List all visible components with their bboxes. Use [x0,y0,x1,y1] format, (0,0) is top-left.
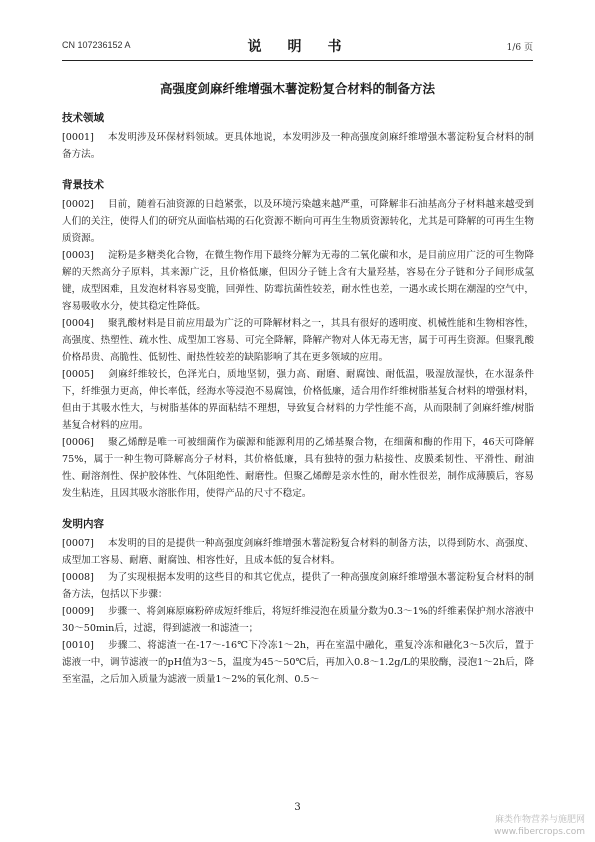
paragraph-number: [0003] [62,250,94,261]
paragraph [62,637,534,688]
paragraph-number: [0006] [62,437,94,448]
paragraph-number: [0004] [62,318,94,329]
paragraph [62,196,534,247]
section-heading: 发明内容 [62,518,104,530]
paragraph-text: 聚乳酸材料是目前应用最为广泛的可降解材料之一，其具有很好的透明度、机械性能和生物相容性，高强度、热塑性、疏水性、成型加工容易、可完全降解，降解产物对人体无毒无害，属于可再生资源。但聚乳酸价格昂贵、高脆性、低韧性、耐热性较差的缺陷影响了其在更多领域的应用。 [62,318,534,363]
paragraph-text: 为了实现根据本发明的这些目的和其它优点，提供了一种高强度剑麻纤维增强木薯淀粉复合材料的制备方法，包括以下步骤： [62,572,534,600]
paragraph-number: [0009] [62,606,94,617]
paragraph-number: [0010] [62,640,94,651]
paragraph-number: [0002] [62,199,94,210]
paragraph-text: 步骤一、将剑麻原麻粉碎成短纤维后，将短纤维浸泡在质量分数为0.3～1%的纤维素保护剂水溶液中30～50min后，过滤，得到滤液一和滤渣一； [62,606,534,634]
section-heading: 技术领域 [62,112,104,124]
page-header [62,36,533,56]
document-body [62,110,534,688]
paragraph-text: 聚乙烯醇是唯一可被细菌作为碳源和能源利用的乙烯基聚合物，在细菌和酶的作用下，46天可降解75%，属于一种生物可降解高分子材料，其价格低廉，具有独特的强力粘接性、皮膜柔韧性、平滑性、耐油性、耐溶剂性、保护胶体性、气体阻绝性、耐磨性。但聚乙烯醇是亲水性的，耐水性很差，制作成薄膜后，容易发生粘连，且因其吸水溶胀作用，使得产品的尺寸不稳定。 [62,437,534,499]
paragraph-text: 剑麻纤维较长，色泽光白，质地坚韧，强力高、耐磨、耐腐蚀、耐低温，吸湿放湿快，在水湿条件下，纤维强力更高，伸长率低，经海水等浸泡不易腐蚀，价格低廉，适合用作纤维树脂基复合材料的增强材料，但由于其吸水性大，与树脂基体的界面粘结不理想，导致复合材料的力学性能不高，从而限制了剑麻纤维/树脂基复合材料的应用。 [62,369,534,431]
paragraph [62,569,534,603]
paragraph [62,434,534,502]
paragraph-number: [0005] [62,369,94,380]
paragraph [62,247,534,315]
paragraph-text: 本发明的目的是提供一种高强度剑麻纤维增强木薯淀粉复合材料的制备方法，以得到防水、高强度、成型加工容易、耐磨、耐腐蚀、相容性好，且成本低的复合材料。 [62,538,534,566]
document-title: 高强度剑麻纤维增强木薯淀粉复合材料的制备方法 [159,81,435,96]
watermark [494,814,585,838]
paragraph [62,129,534,163]
header-rule [62,60,533,61]
paragraph-text: 淀粉是多糖类化合物，在微生物作用下最终分解为无毒的二氧化碳和水，是目前应用广泛的可生物降解的天然高分子原料，其来源广泛，且价格低廉，但因分子链上含有大量羟基，容易在分子链和分子间形成氢键，成型困难，且发泡材料容易变脆，回弹性、防霉抗菌性较差，耐水性也差，一遇水或长期在潮湿的空气中，容易吸收水分，使其稳定性降低。 [62,250,534,312]
patent-number: CN 107236152 A [62,40,131,50]
paragraph-text: 步骤二、将滤渣一在-17～-16℃下冷冻1～2h，再在室温中融化，重复冷冻和融化3～5次后，置于滤液一中，调节滤液一的pH值为3～5，温度为45～50℃后，再加入0.8～1.2g/L的果胶酶，浸泡1～2h后，降至室温，之后加入质量为滤液一质量1～2%的氧化剂、0.5～ [62,640,534,685]
paragraph [62,535,534,569]
paragraph [62,315,534,366]
paragraph-number: [0001] [62,132,94,143]
watermark-line-2: www.fibercrops.com [494,827,585,837]
page-number: 3 [294,802,301,813]
paragraph-number: [0008] [62,572,94,583]
paragraph [62,603,534,637]
paragraph-text: 目前，随着石油资源的日趋紧张，以及环境污染越来越严重，可降解非石油基高分子材料越来越受到人们的关注，使得人们的研究从面临枯竭的石化资源不断向可再生生物质资源转化，尤其是可降解的可再生生物质资源。 [62,199,534,244]
page-info: 1/6 页 [506,43,533,53]
document-type: 说 明 书 [247,39,348,55]
paragraph [62,366,534,434]
paragraph-text: 本发明涉及环保材料领域。更具体地说，本发明涉及一种高强度剑麻纤维增强木薯淀粉复合材料的制备方法。 [62,132,534,160]
watermark-line-1: 麻类作物营养与施肥网 [494,815,585,825]
paragraph-number: [0007] [62,538,94,549]
section-heading: 背景技术 [62,179,104,191]
